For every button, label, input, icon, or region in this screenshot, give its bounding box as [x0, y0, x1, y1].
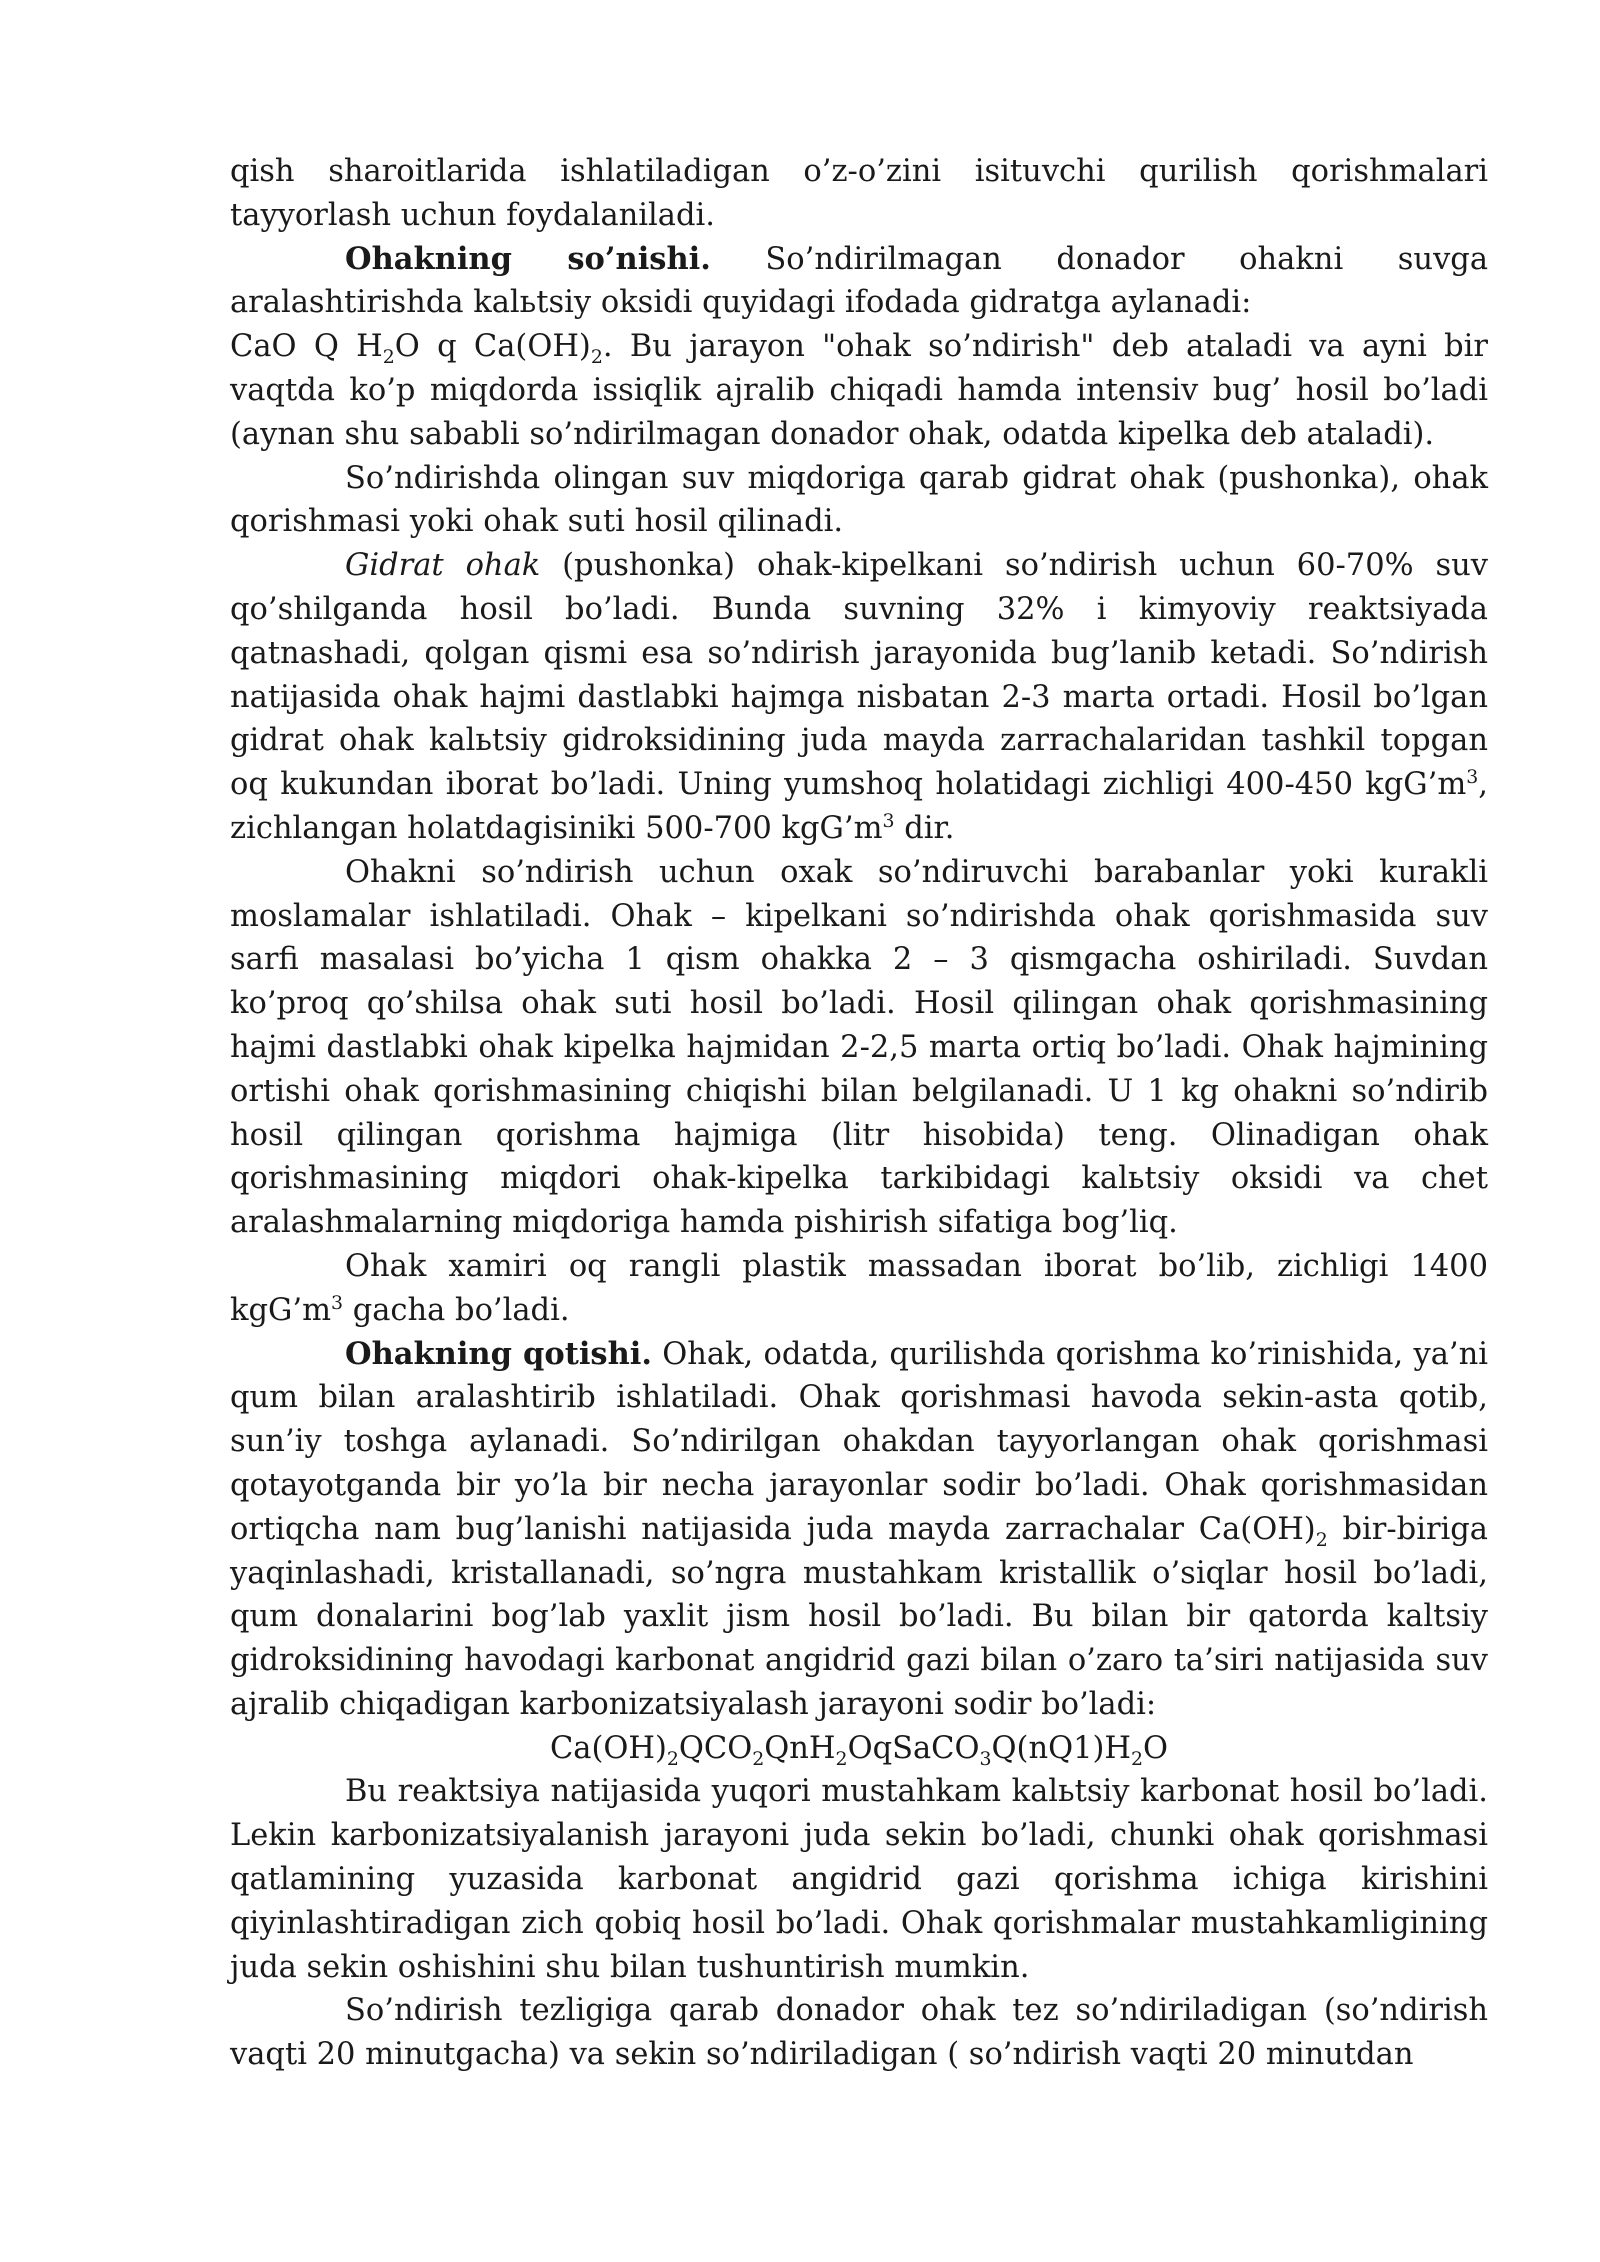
paragraph-text: bir-biriga yaqinlashadi, kristallanadi, so’ngra mustahkam kristallik o’siqlar hosil bo’ladi, qum donalarini bog’lab yaxlit jism hosil bo’ladi. Bu bilan bir qatorda kaltsiy gidroksidining havodagi karbonat angidrid gazi bilan o’zaro ta’siri natijasida suv ajralib chiqadigan karbonizatsiyalash jarayoni sodir bo’ladi: — [230, 1511, 1488, 1722]
formula-part: O — [1143, 1730, 1169, 1766]
subscript: 2 — [382, 346, 395, 369]
paragraph-slaking-text: So’ndirilmagan donador ohakni suvga aralashtirishda kalьtsiy oksidi quyidagi ifodada gidratga aylanadi: — [230, 241, 1489, 321]
heading-hardening: Ohakning qotishi. — [345, 1335, 652, 1372]
paragraph-text: gacha bo’ladi. — [343, 1292, 570, 1328]
subscript: 2 — [835, 1747, 848, 1770]
paragraph-water-amount: So’ndirishda olingan suv miqdoriga qarab gidrat ohak (pushonka), ohak qorishmasi yoki ohak suti hosil qilinadi. — [230, 460, 1488, 540]
reaction-part: O q Ca(OH) — [394, 329, 591, 365]
paragraph-text: (pushonka) ohak-kipelkani so’ndirish uchun 60-70% suv qo’shilganda hosil bo’ladi. Bunda suvning 32% i kimyoviy reaktsiyada qatnashadi, qolgan qismi esa so’ndirish jarayonida bug’lanib ketadi. So’ndirish natijasida ohak hajmi dastlabki hajmga nisbatan 2-3 marta ortadi. Hosil bo’lgan gidrat ohak kalьtsiy gidroksidining juda mayda zarrachalaridan tashkil topgan oq kukundan iborat bo’ladi. Uning yumshoq holatidagi zichligi 400-450 kgG’m — [230, 548, 1489, 803]
carbonization-formula — [230, 1727, 1488, 1771]
paragraph-reaction — [230, 325, 1488, 456]
paragraph-text: , zichlangan holatdagisiniki 500-700 kgG’m — [230, 767, 1488, 846]
term-hydrate-lime: Gidrat ohak — [345, 548, 541, 584]
paragraph-carbonization: Bu reaktsiya natijasida yuqori mustahkam kalьtsiy karbonat hosil bo’ladi. Lekin karbonizatsiyalanish jarayoni juda sekin bo’ladi, chunki ohak qorishmasi qatlamining yuzasida karbonat angidrid gazi qorishma ichiga kirishini qiyinlashtiradigan zich qobiq hosil bo’ladi. Ohak qorishmalar mustahkamligining juda sekin oshishini shu bilan tushuntirish mumkin. — [230, 1774, 1488, 1985]
subscript: 2 — [752, 1747, 765, 1770]
subscript: 2 — [666, 1747, 679, 1770]
superscript: 3 — [882, 809, 895, 832]
heading-slaking: Ohakning so’nishi. — [345, 240, 711, 277]
formula-part: QnH — [764, 1730, 836, 1766]
superscript: 3 — [1466, 766, 1479, 788]
subscript: 3 — [979, 1747, 992, 1770]
superscript: 3 — [331, 1291, 344, 1314]
paragraph-hardening — [230, 1333, 1488, 1727]
formula-part: QCO — [678, 1730, 753, 1766]
reaction-part: CaO Q H — [230, 329, 383, 365]
subscript: 2 — [1131, 1747, 1144, 1770]
subscript: 2 — [1315, 1528, 1328, 1551]
paragraph-slaking-speed: So’ndirish tezligiga qarab donador ohak tez so’ndiriladigan (so’ndirish vaqti 20 minutgacha) va sekin so’ndiriladigan ( so’ndirish vaqti 20 minutdan — [230, 1993, 1488, 2073]
paragraph-slaking-equipment: Ohakni so’ndirish uchun oxak so’ndiruvchi barabanlar yoki kurakli moslamalar ishlatiladi. Ohak – kipelkani so’ndirishda ohak qorishmasida suv sarfi masalasi bo’yicha 1 qism ohakka 2 – 3 qismgacha oshiriladi. Suvdan ko’proq qo’shilsa ohak suti hosil bo’ladi. Hosil qilingan ohak qorishmasining hajmi dastlabki ohak kipelka hajmidan 2-2,5 marta ortiq bo’ladi. Ohak hajmining ortishi ohak qorishmasining chiqishi bilan belgilanadi. U 1 kg ohakni so’ndirib hosil qilingan qorishma hajmiga (litr hisobida) teng. Olinadigan ohak qorishmasining miqdori ohak-kipelka tarkibidagi kalьtsiy oksidi va chet aralashmalarning miqdoriga hamda pishirish sifatiga bog’liq. — [230, 854, 1488, 1241]
subscript: 2 — [590, 346, 603, 369]
reaction-text: . Bu jarayon "ohak so’ndirish" deb ataladi va ayni bir vaqtda ko’p miqdorda issiqlik ajralib chiqadi hamda intensiv bug’ hosil bo’ladi (aynan shu sababli so’ndirilmagan donador ohak, odatda kipelka deb ataladi). — [230, 329, 1488, 452]
paragraph-lime-paste — [230, 1245, 1488, 1333]
paragraph-slaking — [230, 238, 1488, 326]
paragraph-text: Ohak xamiri oq rangli plastik massadan iborat bo’lib, zichligi 1400 kgG’m — [230, 1248, 1488, 1328]
document-page — [230, 150, 1488, 2077]
paragraph-text: dir. — [894, 810, 955, 846]
formula-part: OqSaCO — [847, 1730, 980, 1766]
formula-part: Q(nQ1)H — [991, 1730, 1132, 1766]
paragraph-hydrate-lime — [230, 544, 1488, 851]
paragraph-intro: qish sharoitlarida ishlatiladigan o’z-o’zini isituvchi qurilish qorishmalari tayyorlash uchun foydalaniladi. — [230, 154, 1488, 233]
formula-part: Ca(OH) — [549, 1730, 667, 1766]
paragraph-text: Ohak, odatda, qurilishda qorishma ko’rinishida, ya’ni qum bilan aralashtirib ishlatiladi. Ohak qorishmasi havoda sekin-asta qotib, sun’iy toshga aylanadi. So’ndirilgan ohakdan tayyorlangan ohak qorishmasi qotayotganda bir yo’la bir necha jarayonlar sodir bo’ladi. Ohak qorishmasidan ortiqcha nam bug’lanishi natijasida juda mayda zarrachalar Ca(OH) — [230, 1336, 1489, 1547]
